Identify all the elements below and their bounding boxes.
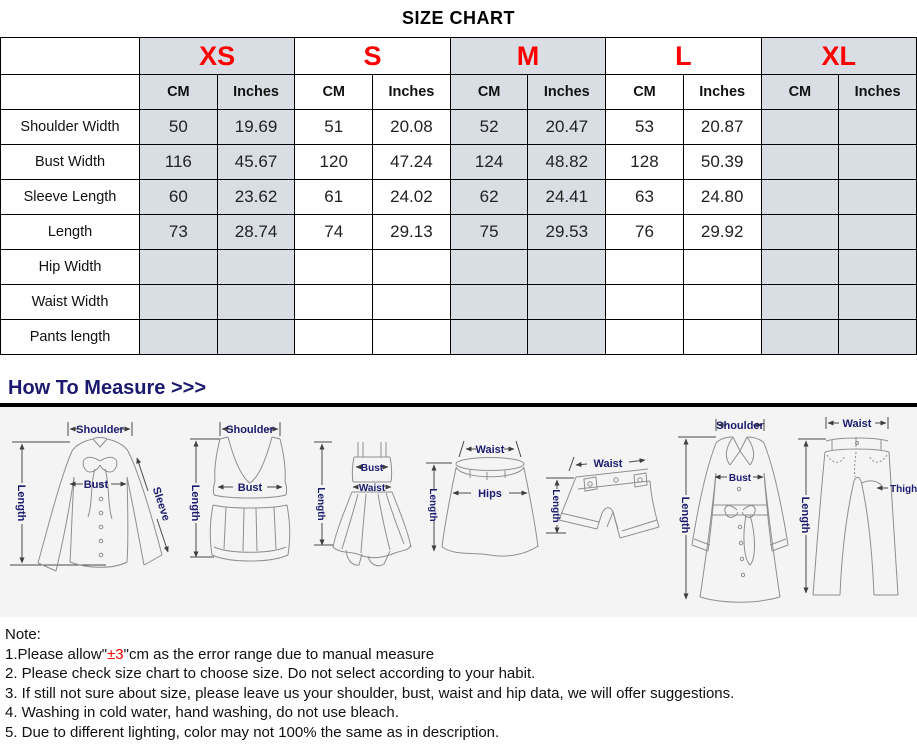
value-cell: 24.41 (528, 180, 606, 215)
value-cell: 20.47 (528, 110, 606, 145)
value-cell (761, 285, 839, 320)
value-cell (683, 320, 761, 355)
note-line: 3. If still not sure about size, please leave us your shoulder, bust, waist and hip data, we will offer suggestions. (5, 684, 735, 702)
tank-top-diagram (189, 422, 290, 561)
value-cell: 29.53 (528, 215, 606, 250)
size-chart-table (0, 37, 917, 355)
tank-shoulder-label: Shoulder (226, 424, 274, 436)
value-cell: 73 (140, 215, 218, 250)
dress-waist-label: Waist (358, 483, 386, 494)
size-header-s: S (295, 38, 450, 75)
dress-diagram (314, 442, 411, 566)
blouse-diagram (10, 422, 172, 571)
value-cell (839, 250, 917, 285)
value-cell (140, 250, 218, 285)
blouse-bust-label: Bust (83, 479, 109, 491)
value-cell (528, 250, 606, 285)
table-row (1, 250, 917, 285)
unit-cell: Inches (683, 75, 761, 110)
skirt-diagram (426, 441, 538, 556)
value-cell (761, 180, 839, 215)
value-cell: 75 (450, 215, 528, 250)
value-cell (761, 250, 839, 285)
value-cell: 20.08 (373, 110, 451, 145)
unit-cell: CM (606, 75, 684, 110)
value-cell (761, 110, 839, 145)
unit-cell: Inches (839, 75, 917, 110)
blouse-length-label: Length (15, 484, 27, 522)
notes-heading: Note: (5, 626, 41, 643)
value-cell (373, 250, 451, 285)
notes-section (0, 617, 917, 742)
measure-diagrams (0, 407, 917, 617)
value-cell (839, 285, 917, 320)
value-cell (217, 320, 295, 355)
table-row (1, 145, 917, 180)
value-cell: 28.74 (217, 215, 295, 250)
blouse-shoulder-label: Shoulder (76, 424, 124, 436)
pants-waist-label: Waist (842, 418, 872, 430)
pants-thigh-label: Thigh (890, 484, 917, 495)
value-cell (839, 320, 917, 355)
value-cell: 50.39 (683, 145, 761, 180)
table-row (1, 110, 917, 145)
value-cell: 128 (606, 145, 684, 180)
dress-length-label: Length (315, 487, 326, 521)
value-cell: 47.24 (373, 145, 451, 180)
size-header-row (1, 38, 917, 75)
value-cell (761, 215, 839, 250)
value-cell: 51 (295, 110, 373, 145)
value-cell (528, 320, 606, 355)
value-cell: 19.69 (217, 110, 295, 145)
value-cell (450, 285, 528, 320)
unit-cell: CM (295, 75, 373, 110)
note-line-1-tolerance: ±3 (107, 645, 124, 663)
value-cell: 53 (606, 110, 684, 145)
note-line: 2. Please check size chart to choose size. Do not select according to your habit. (5, 665, 536, 682)
note-line-1-prefix: 1.Please allow" (5, 645, 108, 663)
blouse-sleeve-label: Sleeve (149, 485, 172, 523)
value-cell (839, 180, 917, 215)
value-cell (373, 285, 451, 320)
value-cell: 23.62 (217, 180, 295, 215)
coat-length-label: Length (679, 496, 691, 534)
note-line: 5. Due to different lighting, color may not 100% the same as in description. (5, 723, 500, 741)
shorts-length-label: Length (550, 489, 561, 523)
value-cell: 116 (140, 145, 218, 180)
value-cell (140, 320, 218, 355)
row-label: Hip Width (1, 250, 140, 285)
size-header-l: L (606, 38, 761, 75)
value-cell: 52 (450, 110, 528, 145)
tank-bust-label: Bust (237, 482, 263, 494)
size-header-xs: XS (140, 38, 295, 75)
corner-cell (1, 38, 140, 75)
skirt-length-label: Length (427, 488, 438, 522)
shorts-waist-label: Waist (593, 458, 623, 470)
row-label: Shoulder Width (1, 110, 140, 145)
table-row (1, 320, 917, 355)
value-cell: 24.02 (373, 180, 451, 215)
shorts-diagram (546, 457, 659, 538)
value-cell (839, 110, 917, 145)
coat-shoulder-label: Shoulder (716, 420, 764, 432)
value-cell (606, 250, 684, 285)
value-cell (295, 250, 373, 285)
row-label: Pants length (1, 320, 140, 355)
skirt-waist-label: Waist (475, 444, 505, 456)
note-line: 4. Washing in cold water, hand washing, do not use bleach. (5, 704, 399, 721)
value-cell: 124 (450, 145, 528, 180)
value-cell (761, 145, 839, 180)
note-line-1-suffix: "cm as the error range due to manual measure (123, 645, 435, 663)
value-cell: 63 (606, 180, 684, 215)
skirt-hips-label: Hips (478, 488, 502, 500)
size-header-xl: XL (761, 38, 917, 75)
unit-cell: CM (450, 75, 528, 110)
value-cell: 50 (140, 110, 218, 145)
unit-header-row (1, 75, 917, 110)
value-cell: 60 (140, 180, 218, 215)
value-cell: 24.80 (683, 180, 761, 215)
row-label: Bust Width (1, 145, 140, 180)
tank-length-label: Length (189, 484, 201, 522)
value-cell (683, 285, 761, 320)
value-cell (450, 250, 528, 285)
value-cell (450, 320, 528, 355)
value-cell (839, 215, 917, 250)
unit-cell: CM (761, 75, 839, 110)
value-cell (295, 285, 373, 320)
value-cell (606, 285, 684, 320)
value-cell (217, 285, 295, 320)
table-row (1, 215, 917, 250)
value-cell: 62 (450, 180, 528, 215)
row-label: Waist Width (1, 285, 140, 320)
table-row (1, 180, 917, 215)
row-label: Sleeve Length (1, 180, 140, 215)
table-row (1, 285, 917, 320)
value-cell (761, 320, 839, 355)
how-to-measure-heading: How To Measure >>> (8, 377, 207, 399)
value-cell (839, 145, 917, 180)
value-cell: 61 (295, 180, 373, 215)
unit-cell: Inches (528, 75, 606, 110)
value-cell (373, 320, 451, 355)
value-cell: 48.82 (528, 145, 606, 180)
value-cell (295, 320, 373, 355)
value-cell (606, 320, 684, 355)
row-label: Length (1, 215, 140, 250)
note-line (5, 645, 917, 665)
corner-cell (1, 75, 140, 110)
size-header-m: M (450, 38, 605, 75)
value-cell (528, 285, 606, 320)
value-cell (140, 285, 218, 320)
pants-diagram (798, 417, 917, 595)
garment-diagrams-svg (0, 407, 917, 617)
unit-cell: CM (140, 75, 218, 110)
unit-cell: Inches (217, 75, 295, 110)
coat-diagram (678, 419, 788, 602)
value-cell: 45.67 (217, 145, 295, 180)
value-cell (683, 250, 761, 285)
pants-length-label: Length (799, 496, 811, 534)
page-title: SIZE CHART (402, 8, 515, 28)
coat-bust-label: Bust (728, 473, 752, 484)
value-cell: 29.13 (373, 215, 451, 250)
unit-cell: Inches (373, 75, 451, 110)
value-cell: 29.92 (683, 215, 761, 250)
value-cell: 76 (606, 215, 684, 250)
value-cell: 74 (295, 215, 373, 250)
value-cell (217, 250, 295, 285)
dress-bust-label: Bust (360, 463, 384, 474)
value-cell: 20.87 (683, 110, 761, 145)
value-cell: 120 (295, 145, 373, 180)
